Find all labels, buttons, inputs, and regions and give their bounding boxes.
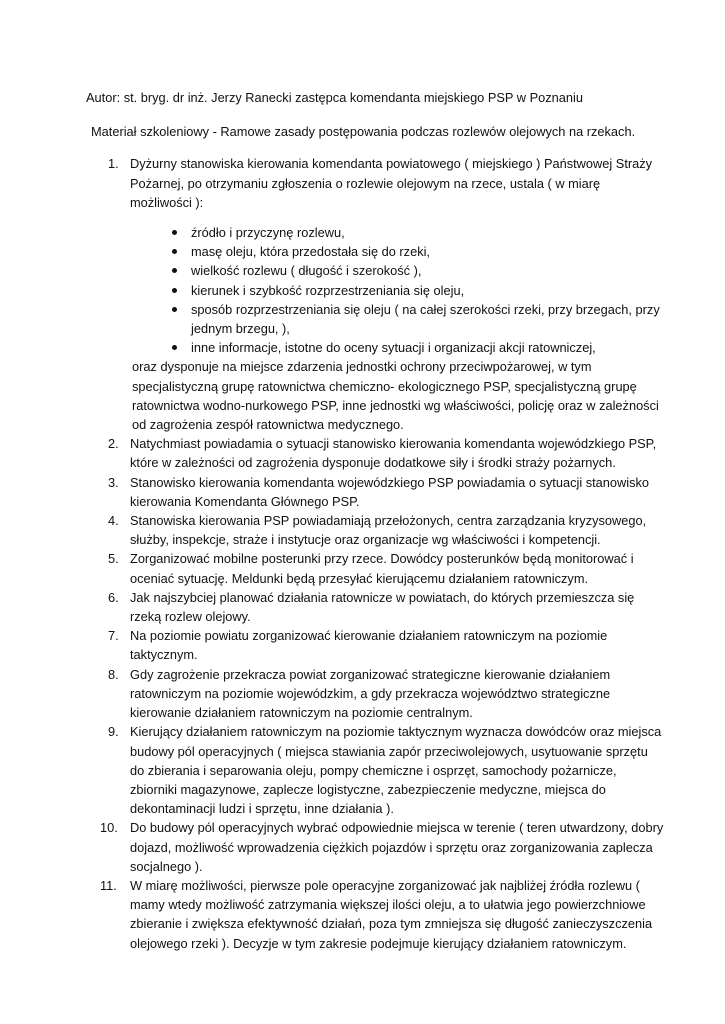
item-number: 10.	[100, 820, 118, 836]
item-text: Do budowy pól operacyjnych wybrać odpowiednie miejsca w terenie ( teren utwardzony, dobry dojazd, możliwość wprowadzenia ciężkich pojazdów i sprzętu oraz zorganizowania zaplecza socjalnego ).	[130, 820, 664, 874]
author-line: Autor: st. bryg. dr inż. Jerzy Ranecki zastępca komendanta miejskiego PSP w Poznaniu	[86, 90, 583, 105]
item-number: 1.	[108, 156, 119, 172]
sub-list-item	[172, 338, 665, 357]
list-item	[88, 434, 665, 472]
list-item	[88, 549, 665, 587]
sub-item-text: inne informacje, istotne do oceny sytuacji i organizacji akcji ratowniczej,	[191, 340, 596, 356]
item-continuation: oraz dysponuje na miejsce zdarzenia jednostki ochrony przeciwpożarowej, w tym specjalistyczną grupę ratownictwa chemiczno- ekologicznego PSP, specjalistyczną grupę ratownictwa wodno-nurkowego PSP, inne jednostki wg właściwości, policję oraz w zależności od zagrożenia zespół ratownictwa medycznego.	[132, 359, 659, 433]
sub-item-text: źródło i przyczynę rozlewu,	[191, 225, 345, 241]
list-item	[88, 511, 665, 549]
item-text: Jak najszybciej planować działania ratownicze w powiatach, do których przemieszcza się rzeką rozlew olejowy.	[130, 589, 635, 625]
item-text: Natychmiast powiadamia o sytuacji stanowisko kierowania komendanta wojewódzkiego PSP, które w zależności od zagrożenia dysponuje dodatkowe siły i środki straży pożarnych.	[130, 436, 657, 471]
item-text: Zorganizować mobilne posterunki przy rzece. Dowódcy posterunków będą monitorować i oceniać sytuację. Meldunki będą przesyłać kierującemu działaniem ratowniczym.	[130, 551, 634, 586]
item-number: 8.	[108, 666, 119, 682]
item-text: Kierujący działaniem ratowniczym na poziomie taktycznym wyznacza dowódców oraz miejsca budowy pól operacyjnych ( miejsca stawiania zapór przeciwolejowych, usytuowanie sprzętu do zbierania i separowania oleju, pompy chemiczne i osprzęt, samochody pożarnicze, zbiorniki magazynowe, zaplecze logistyczne, zabezpieczenie medyczne, miejsca do dekontaminacji ludzi i sprzętu, inne działania ).	[130, 724, 662, 817]
sub-item-text: sposób rozprzestrzeniania się oleju ( na całej szerokości rzeki, przy brzegach, przy jednym brzegu, ),	[191, 301, 660, 337]
item-text: Gdy zagrożenie przekracza powiat zorganizować strategiczne kierowanie działaniem ratowniczym na poziomie wojewódzkim, a gdy przekracza województwo strategiczne kierowanie działaniem ratowniczym na poziomie centralnym.	[130, 666, 611, 721]
sub-list-item	[172, 261, 665, 280]
bullet-icon	[172, 288, 177, 293]
item-text: W miarę możliwości, pierwsze pole operacyjne zorganizować jak najbliżej źródła rozlewu ( mamy wtedy możliwość zatrzymania większej ilości oleju, a to ułatwia jego powierzchniowe zbieranie i zwiększa efektywność działań, poza tym zmniejsza się długość zanieczyszczenia olejowego rzeki ). Decyzje w tym zakresie podejmuje kierujący działaniem ratowniczym.	[130, 877, 653, 951]
sub-list-item	[172, 281, 665, 300]
item-number: 2.	[108, 436, 119, 452]
sub-list-item	[172, 242, 665, 261]
procedure-list	[88, 154, 665, 952]
material-title: Materiał szkoleniowy - Ramowe zasady postępowania podczas rozlewów olejowych na rzekach.	[91, 124, 636, 140]
list-item	[88, 473, 665, 511]
list-item	[88, 665, 665, 723]
bullet-icon	[172, 307, 177, 312]
sub-item-text: kierunek i szybkość rozprzestrzeniania się oleju,	[191, 282, 465, 298]
list-item	[88, 626, 665, 664]
item-number: 9.	[108, 724, 119, 740]
item-text: Dyżurny stanowiska kierowania komendanta powiatowego ( miejskiego ) Państwowej Straży Pożarnej, po otrzymaniu zgłoszenia o rozlewie olejowym na rzece, ustala ( w miarę możliwości ):	[130, 156, 653, 210]
list-item	[88, 818, 665, 876]
item-number: 7.	[108, 628, 119, 644]
item-number: 5.	[108, 551, 119, 567]
sub-list	[130, 223, 665, 357]
item-text: Stanowiska kierowania PSP powiadamiają przełożonych, centra zarządzania kryzysowego, służby, inspekcje, straże i instytucje oraz organizacje wg właściwości i kompetencji.	[130, 513, 647, 548]
bullet-icon	[172, 230, 177, 235]
item-number: 4.	[108, 513, 119, 529]
list-item	[88, 876, 665, 953]
sub-list-item	[172, 300, 665, 338]
sub-item-text: wielkość rozlewu ( długość i szerokość ),	[191, 263, 422, 279]
item-number: 11.	[100, 877, 117, 893]
item-number: 3.	[108, 474, 119, 490]
list-item	[88, 588, 665, 626]
list-item	[88, 722, 665, 818]
item-number: 6.	[108, 589, 119, 605]
bullet-icon	[172, 345, 177, 350]
sub-item-text: masę oleju, która przedostała się do rzeki,	[191, 244, 430, 260]
bullet-icon	[172, 268, 177, 273]
list-item	[88, 154, 665, 434]
item-text: Na poziomie powiatu zorganizować kierowanie działaniem ratowniczym na poziomie taktycznym.	[130, 628, 608, 663]
sub-list-item	[172, 223, 665, 242]
bullet-icon	[172, 249, 177, 254]
item-text: Stanowisko kierowania komendanta wojewódzkiego PSP powiadamia o sytuacji stanowisko kierowania Komendanta Głównego PSP.	[130, 474, 650, 509]
